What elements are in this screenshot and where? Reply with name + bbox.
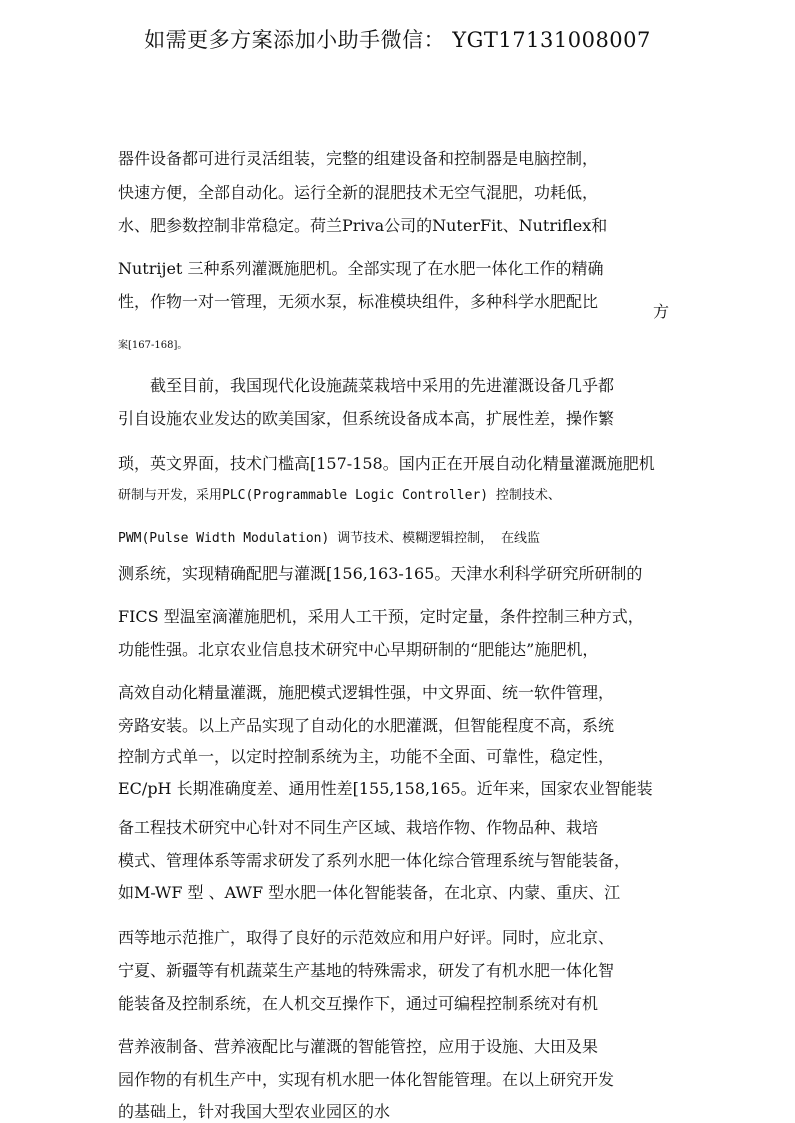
text-line: EC/pH 长期准确度差、通用性差[155,158,165。近年来，国家农业智能装	[118, 779, 653, 798]
text-line: 的基础上，针对我国大型农业园区的水	[118, 1102, 391, 1121]
citation-reference: 案[167-168]。	[118, 340, 188, 351]
text-line: FICS 型温室滴灌施肥机，采用人工干预，定时定量，条件控制三种方式，	[118, 607, 644, 626]
text-line: 模式、管理体系等需求研发了系列水肥一体化综合管理系统与智能装备，	[118, 851, 631, 870]
text-fragment: 方	[653, 302, 670, 321]
text-line: 截至目前，我国现代化设施蔬菜栽培中采用的先进灌溉设备几乎都	[150, 376, 615, 395]
text-line: 如M-WF 型 、AWF 型水肥一体化智能装备，在北京、内蒙、重庆、江	[118, 883, 621, 902]
text-line: 研制与开发，采用PLC(Programmable Logic Controller) 控制技术、	[118, 488, 561, 503]
text-line: 营养液制备、营养液配比与灌溉的智能管控，应用于设施、大田及果	[118, 1037, 599, 1056]
text-line: 能装备及控制系统，在人机交互操作下，通过可编程控制系统对有机	[118, 994, 599, 1013]
text-line: 性，作物一对一管理，无须水泵，标准模块组件，多种科学水肥配比	[118, 292, 599, 311]
text-line: 水、肥参数控制非常稳定。荷兰Priva公司的NuterFit、Nutriflex和	[118, 216, 608, 235]
text-line: PWM(Pulse Width Modulation) 调节技术、模糊逻辑控制， 在线监	[118, 531, 540, 546]
text-line: 器件设备都可进行灵活组装，完整的组建设备和控制器是电脑控制，	[118, 149, 599, 168]
text-line: 西等地示范推广，取得了良好的示范效应和用户好评。同时，应北京、	[118, 928, 615, 947]
text-line: 功能性强。北京农业信息技术研究中心早期研制的“肥能达”施肥机，	[118, 640, 599, 659]
text-line: 高效自动化精量灌溉，施肥模式逻辑性强，中文界面、统一软件管理，	[118, 683, 615, 702]
text-line: 宁夏、新疆等有机蔬菜生产基地的特殊需求，研发了有机水肥一体化智	[118, 961, 615, 980]
text-line: 测系统，实现精确配肥与灌溉[156,163-165。天津水利科学研究所研制的	[118, 564, 643, 583]
text-line: 旁路安装。以上产品实现了自动化的水肥灌溉，但智能程度不高，系统	[118, 716, 615, 735]
text-line: 控制方式单一，以定时控制系统为主，功能不全面、可靠性，稳定性，	[118, 747, 615, 766]
text-line: 园作物的有机生产中，实现有机水肥一体化智能管理。在以上研究开发	[118, 1070, 615, 1089]
text-line: Nutrijet 三种系列灌溉施肥机。全部实现了在水肥一体化工作的精确	[118, 259, 604, 278]
text-line: 备工程技术研究中心针对不同生产区域、栽培作物、作物品种、栽培	[118, 818, 599, 837]
page-header-contact: 如需更多方案添加小助手微信： YGT17131008007	[144, 28, 651, 52]
text-line: 引自设施农业发达的欧美国家，但系统设备成本高，扩展性差，操作繁	[118, 409, 615, 428]
text-line: 快速方便，全部自动化。运行全新的混肥技术无空气混肥，功耗低，	[118, 183, 599, 202]
text-line: 琐，英文界面，技术门槛高[157-158。国内正在开展自动化精量灌溉施肥机	[118, 454, 655, 473]
